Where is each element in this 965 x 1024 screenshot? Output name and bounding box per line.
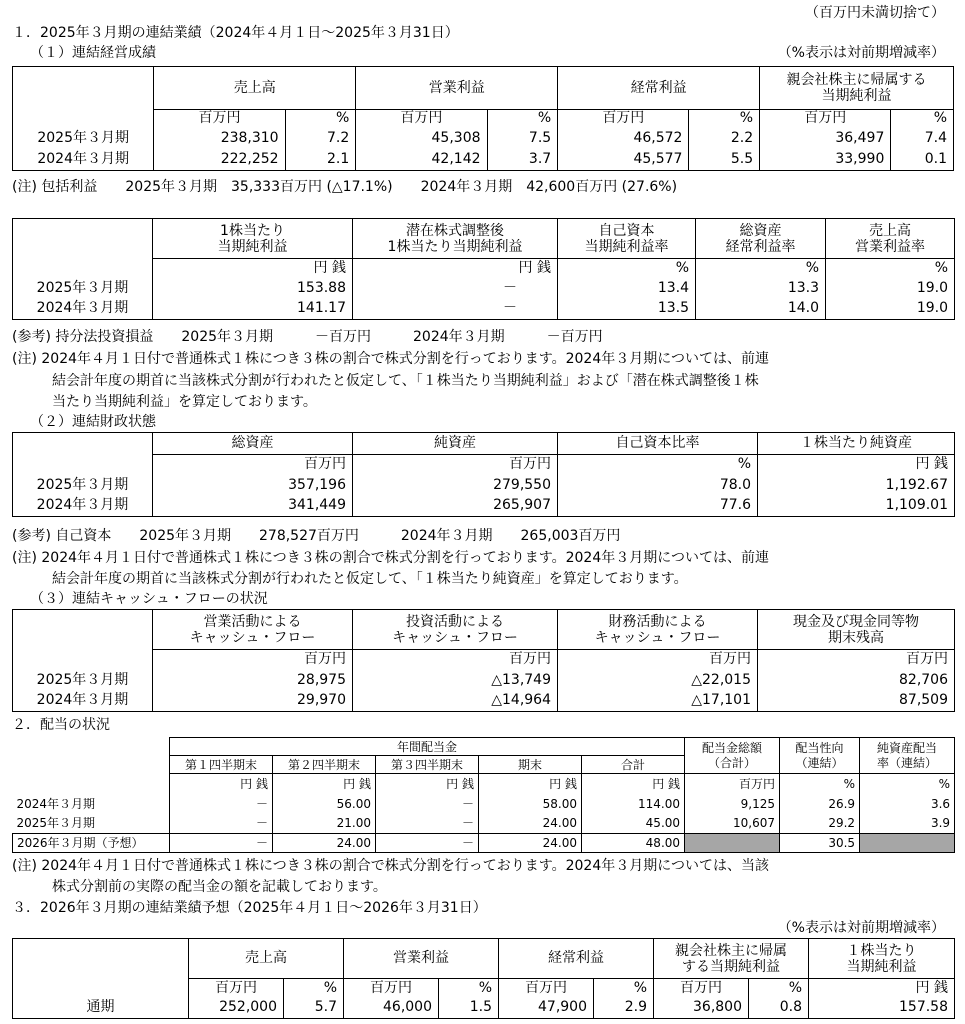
header-annual-dividend: 年間配当金	[170, 738, 685, 756]
cell: 77.6	[558, 496, 758, 517]
cash-flow-table	[12, 609, 955, 712]
header-total-dividends: 配当金総額 （合計）	[685, 738, 780, 774]
cell: 238,310	[154, 128, 285, 149]
unit: 百万円	[353, 455, 558, 475]
cell: 2.1	[285, 149, 356, 171]
financial-position-table	[12, 432, 955, 517]
cell: 222,252	[154, 149, 285, 171]
cell: 82,706	[758, 670, 955, 691]
header-year-end: 期末	[479, 756, 582, 774]
cell: 24.00	[479, 814, 582, 834]
header-operating-cf: 営業活動による キャッシュ・フロー	[153, 610, 353, 650]
cell: 3.6	[860, 794, 955, 814]
unit: 円 銭	[273, 774, 376, 794]
header-doe: 純資産配当 率（連結）	[860, 738, 955, 774]
row-label: 通期	[13, 998, 189, 1019]
operating-results-table	[12, 66, 954, 171]
row-label: 2025年３月期	[13, 278, 153, 299]
pct-note: （%表示は対前期増減率）	[777, 45, 945, 61]
cell: 7.2	[285, 128, 356, 149]
header-operating-income: 営業利益	[356, 67, 558, 110]
unit: 百万円	[153, 455, 353, 475]
unit-amount: 百万円	[356, 110, 487, 128]
row-label: 2025年３月期	[13, 128, 154, 149]
row-label: 2024年３月期	[13, 691, 153, 712]
unit-pct: %	[594, 979, 654, 998]
header-cash-balance: 現金及び現金同等物 期末残高	[758, 610, 955, 650]
comprehensive-income-note: (注) 包括利益 2025年３月期 35,333百万円 (△17.1%) 2024年３月期 42,600百万円 (27.6%)	[12, 179, 678, 195]
shaded-cell	[860, 834, 955, 853]
table-row	[13, 299, 955, 320]
unit-amount: 百万円	[344, 979, 439, 998]
cell: 357,196	[153, 475, 353, 496]
unit-amount: 百万円	[760, 110, 891, 128]
row-label: 2026年３月期（予想）	[13, 834, 170, 853]
unit: 百万円	[558, 650, 758, 670]
unit-pct: %	[689, 110, 760, 128]
table-row	[13, 814, 955, 834]
cell: 13.3	[696, 278, 826, 299]
cell: －	[353, 278, 558, 299]
cell: 7.5	[487, 128, 558, 149]
forecast-table	[12, 938, 955, 1019]
forecast-pct-note: （%表示は対前期増減率）	[777, 920, 945, 936]
dividends-table	[12, 737, 955, 853]
header-ordinary-income: 経常利益	[558, 67, 760, 110]
subsection2-title: （２）連結財政状態	[30, 414, 156, 430]
header-payout-ratio: 配当性向 （連結）	[780, 738, 860, 774]
unit-note: （百万円未満切捨て）	[805, 5, 945, 21]
cell: 87,509	[758, 691, 955, 712]
cell: 24.00	[273, 834, 376, 853]
table-row	[13, 691, 955, 712]
cell: 19.0	[826, 299, 955, 320]
cell: 78.0	[558, 475, 758, 496]
dividend-note-line2: 株式分割前の実際の配当金の額を記載しております。	[52, 879, 387, 895]
header-equity-ratio: 自己資本比率	[558, 433, 758, 455]
cell: －	[170, 814, 273, 834]
header-diluted-eps: 潜在株式調整後 1株当たり当期純利益	[353, 219, 558, 259]
header-operating-margin: 売上高 営業利益率	[826, 219, 955, 259]
unit-amount: 百万円	[558, 110, 689, 128]
row-label: 2024年３月期	[13, 149, 154, 171]
table-row	[13, 128, 954, 149]
table-row	[13, 794, 955, 814]
cell: 9,125	[685, 794, 780, 814]
cell: 48.00	[582, 834, 685, 853]
unit-amount: 百万円	[154, 110, 285, 128]
unit-amount: 百万円	[654, 979, 749, 998]
table-row	[13, 670, 955, 691]
unit: %	[558, 259, 696, 278]
subsection1-title: （１）連結経営成績	[30, 45, 156, 61]
header-q3: 第３四半期末	[376, 756, 479, 774]
unit: 百万円	[353, 650, 558, 670]
cell: 1,109.01	[758, 496, 955, 517]
subsection3-title: （３）連結キャッシュ・フローの状況	[30, 591, 268, 607]
cell: 0.8	[749, 998, 809, 1019]
unit-pct: %	[487, 110, 558, 128]
header-roa: 総資産 経常利益率	[696, 219, 826, 259]
per-share-ratios-table	[12, 218, 955, 320]
cell: －	[376, 794, 479, 814]
unit-pct: %	[284, 979, 344, 998]
cell: 46,000	[344, 998, 439, 1019]
unit: %	[558, 455, 758, 475]
table-row	[13, 278, 955, 299]
unit-amount: 百万円	[499, 979, 594, 998]
cell: 30.5	[780, 834, 860, 853]
cell: 45.00	[582, 814, 685, 834]
cell: －	[353, 299, 558, 320]
row-label: 2025年３月期	[13, 670, 153, 691]
cell: 28,975	[153, 670, 353, 691]
cell: 14.0	[696, 299, 826, 320]
cell: 341,449	[153, 496, 353, 517]
unit: 百万円	[153, 650, 353, 670]
cell: 29,970	[153, 691, 353, 712]
unit-pct: %	[749, 979, 809, 998]
split-note2-line2: 結会計年度の期首に当該株式分割が行われたと仮定して、「１株当たり純資産」を算定しております。	[52, 571, 688, 587]
header-net-assets: 純資産	[353, 433, 558, 455]
unit-amount: 百万円	[189, 979, 284, 998]
cell: 153.88	[153, 278, 353, 299]
cell: 0.1	[891, 149, 954, 171]
cell: 36,497	[760, 128, 891, 149]
cell: 5.5	[689, 149, 760, 171]
header-investing-cf: 投資活動による キャッシュ・フロー	[353, 610, 558, 650]
cell: 10,607	[685, 814, 780, 834]
row-label: 2024年３月期	[13, 794, 170, 814]
header-financing-cf: 財務活動による キャッシュ・フロー	[558, 610, 758, 650]
header-sales: 売上高	[189, 939, 344, 979]
unit-pct: %	[891, 110, 954, 128]
cell: 19.0	[826, 278, 955, 299]
cell: 45,577	[558, 149, 689, 171]
row-label: 2024年３月期	[13, 299, 153, 320]
cell: 252,000	[189, 998, 284, 1019]
dividend-note-line1: (注) 2024年４月１日付で普通株式１株につき３株の割合で株式分割を行っております。2024年３月期については、当該	[12, 858, 769, 874]
header-net-income: 親会社株主に帰属する 当期純利益	[760, 67, 954, 110]
row-label: 2025年３月期	[13, 475, 153, 496]
header-q1: 第１四半期末	[170, 756, 273, 774]
header-operating-income: 営業利益	[344, 939, 499, 979]
cell: 21.00	[273, 814, 376, 834]
cell: 29.2	[780, 814, 860, 834]
table-row	[13, 834, 955, 853]
split-note-line3: 当たり当期純利益」を算定しております。	[52, 394, 317, 410]
header-net-income: 親会社株主に帰属 する当期純利益	[654, 939, 809, 979]
cell: △22,015	[558, 670, 758, 691]
header-bps: １株当たり純資産	[758, 433, 955, 455]
cell: 33,990	[760, 149, 891, 171]
cell: －	[376, 834, 479, 853]
cell: △14,964	[353, 691, 558, 712]
unit: 百万円	[685, 774, 780, 794]
unit: 円 銭	[758, 455, 955, 475]
cell: 5.7	[284, 998, 344, 1019]
equity-note: (参考) 自己資本 2025年３月期 278,527百万円 2024年３月期 265,003百万円	[12, 528, 621, 544]
table-row	[13, 998, 955, 1019]
unit: %	[860, 774, 955, 794]
cell: 47,900	[499, 998, 594, 1019]
unit: 円 銭	[479, 774, 582, 794]
unit: 円 銭	[170, 774, 273, 794]
cell: △13,749	[353, 670, 558, 691]
cell: 46,572	[558, 128, 689, 149]
cell: 24.00	[479, 834, 582, 853]
section1-title: １．2025年３月期の連結業績（2024年４月１日～2025年３月31日）	[12, 25, 459, 41]
section2-title: ２．配当の状況	[12, 717, 110, 733]
header-q2: 第２四半期末	[273, 756, 376, 774]
header-total: 合計	[582, 756, 685, 774]
cell: 26.9	[780, 794, 860, 814]
section3-title: ３．2026年３月期の連結業績予想（2025年４月１日～2026年３月31日）	[12, 900, 487, 916]
header-total-assets: 総資産	[153, 433, 353, 455]
cell: 114.00	[582, 794, 685, 814]
unit: 円 銭	[353, 259, 558, 278]
unit: %	[826, 259, 955, 278]
split-note-line2: 結会計年度の期首に当該株式分割が行われたと仮定して、「１株当たり当期純利益」および「潜在株式調整後１株	[52, 373, 759, 389]
cell: 279,550	[353, 475, 558, 496]
header-ordinary-income: 経常利益	[499, 939, 654, 979]
cell: 3.9	[860, 814, 955, 834]
cell: 157.58	[809, 998, 955, 1019]
cell: △17,101	[558, 691, 758, 712]
cell: 13.4	[558, 278, 696, 299]
unit: 円 銭	[153, 259, 353, 278]
cell: 1,192.67	[758, 475, 955, 496]
cell: 45,308	[356, 128, 487, 149]
cell: 58.00	[479, 794, 582, 814]
shaded-cell	[685, 834, 780, 853]
unit: 円 銭	[376, 774, 479, 794]
cell: 3.7	[487, 149, 558, 171]
cell: 36,800	[654, 998, 749, 1019]
split-note2-line1: (注) 2024年４月１日付で普通株式１株につき３株の割合で株式分割を行っております。2024年３月期については、前連	[12, 550, 769, 566]
table-row	[13, 496, 955, 517]
cell: －	[170, 794, 273, 814]
row-label: 2025年３月期	[13, 814, 170, 834]
cell: －	[170, 834, 273, 853]
cell: 13.5	[558, 299, 696, 320]
table-row	[13, 149, 954, 171]
table-row	[13, 475, 955, 496]
unit: 円 銭	[582, 774, 685, 794]
row-label: 2024年３月期	[13, 496, 153, 517]
unit-pct: %	[439, 979, 499, 998]
cell: 265,907	[353, 496, 558, 517]
header-sales: 売上高	[154, 67, 356, 110]
unit: %	[696, 259, 826, 278]
unit-pct: %	[285, 110, 356, 128]
unit-eps: 円 銭	[809, 979, 955, 998]
cell: 42,142	[356, 149, 487, 171]
unit: 百万円	[758, 650, 955, 670]
cell: 2.9	[594, 998, 654, 1019]
cell: 56.00	[273, 794, 376, 814]
cell: 141.17	[153, 299, 353, 320]
unit: %	[780, 774, 860, 794]
header-roe: 自己資本 当期純利益率	[558, 219, 696, 259]
equity-method-note: (参考) 持分法投資損益 2025年３月期 －百万円 2024年３月期 －百万円	[12, 329, 603, 345]
header-eps: 1株当たり 当期純利益	[153, 219, 353, 259]
cell: －	[376, 814, 479, 834]
cell: 1.5	[439, 998, 499, 1019]
cell: 2.2	[689, 128, 760, 149]
header-eps: １株当たり 当期純利益	[809, 939, 955, 979]
split-note-line1: (注) 2024年４月１日付で普通株式１株につき３株の割合で株式分割を行っております。2024年３月期については、前連	[12, 351, 769, 367]
cell: 7.4	[891, 128, 954, 149]
